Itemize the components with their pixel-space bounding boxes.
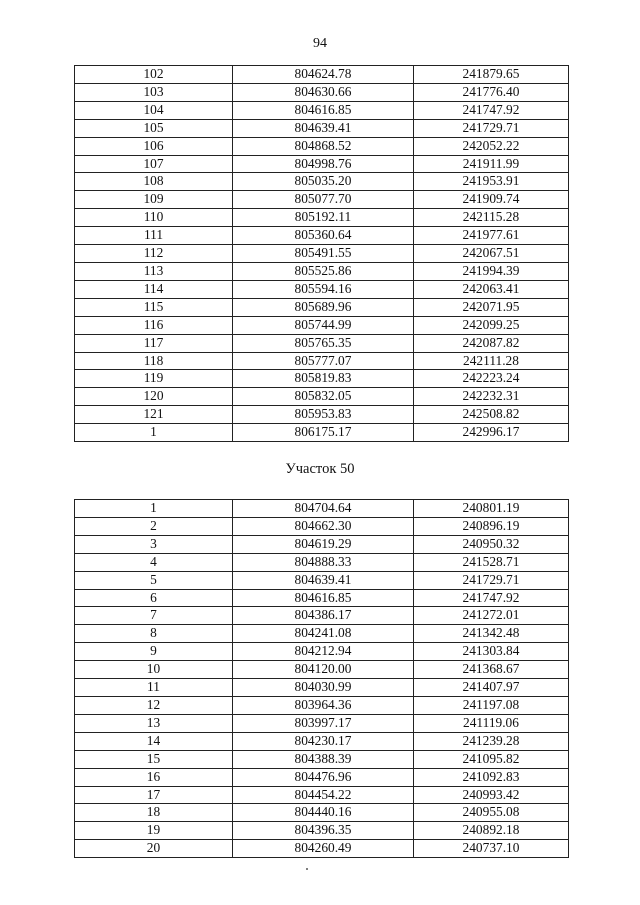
table-row (75, 388, 569, 406)
x-coordinate-cell: 805689.96 (233, 298, 414, 316)
point-number-cell: 4 (75, 553, 233, 571)
y-coordinate-cell: 241911.99 (414, 155, 569, 173)
table-row (75, 155, 569, 173)
y-coordinate-cell: 242232.31 (414, 388, 569, 406)
x-coordinate-cell: 804639.41 (233, 571, 414, 589)
x-coordinate-cell: 805594.16 (233, 280, 414, 298)
point-number-cell: 13 (75, 714, 233, 732)
x-coordinate-cell: 804639.41 (233, 119, 414, 137)
point-number-cell: 116 (75, 316, 233, 334)
y-coordinate-cell: 241342.48 (414, 625, 569, 643)
x-coordinate-cell: 803997.17 (233, 714, 414, 732)
y-coordinate-cell: 241977.61 (414, 227, 569, 245)
table-row (75, 804, 569, 822)
point-number-cell: 6 (75, 589, 233, 607)
x-coordinate-cell: 804616.85 (233, 101, 414, 119)
point-number-cell: 15 (75, 750, 233, 768)
table-row (75, 173, 569, 191)
x-coordinate-cell: 804476.96 (233, 768, 414, 786)
x-coordinate-cell: 804030.99 (233, 679, 414, 697)
table-row (75, 643, 569, 661)
x-coordinate-cell: 805525.86 (233, 262, 414, 280)
x-coordinate-cell: 805035.20 (233, 173, 414, 191)
y-coordinate-cell: 240801.19 (414, 500, 569, 518)
x-coordinate-cell: 804704.64 (233, 500, 414, 518)
x-coordinate-cell: 804888.33 (233, 553, 414, 571)
table-row (75, 732, 569, 750)
point-number-cell: 7 (75, 607, 233, 625)
x-coordinate-cell: 804396.35 (233, 822, 414, 840)
point-number-cell: 10 (75, 661, 233, 679)
point-number-cell: 114 (75, 280, 233, 298)
point-number-cell: 110 (75, 209, 233, 227)
table-row (75, 280, 569, 298)
table-row (75, 316, 569, 334)
point-number-cell: 118 (75, 352, 233, 370)
point-number-cell: 117 (75, 334, 233, 352)
point-number-cell: 102 (75, 66, 233, 84)
point-number-cell: 106 (75, 137, 233, 155)
x-coordinate-cell: 804662.30 (233, 517, 414, 535)
table-row (75, 589, 569, 607)
table-row (75, 500, 569, 518)
x-coordinate-cell: 804212.94 (233, 643, 414, 661)
point-number-cell: 108 (75, 173, 233, 191)
y-coordinate-cell: 241729.71 (414, 119, 569, 137)
point-number-cell: 5 (75, 571, 233, 589)
table-row (75, 83, 569, 101)
point-number-cell: 121 (75, 406, 233, 424)
table-row (75, 607, 569, 625)
point-number-cell: 11 (75, 679, 233, 697)
point-number-cell: 104 (75, 101, 233, 119)
x-coordinate-cell: 805777.07 (233, 352, 414, 370)
x-coordinate-cell: 804241.08 (233, 625, 414, 643)
table-row (75, 571, 569, 589)
y-coordinate-cell: 241092.83 (414, 768, 569, 786)
table-row (75, 750, 569, 768)
point-number-cell: 120 (75, 388, 233, 406)
coordinates-table-top-body (75, 66, 569, 442)
point-number-cell: 105 (75, 119, 233, 137)
table-row (75, 191, 569, 209)
table-row (75, 840, 569, 858)
point-number-cell: 113 (75, 262, 233, 280)
point-number-cell: 18 (75, 804, 233, 822)
point-number-cell: 12 (75, 696, 233, 714)
x-coordinate-cell: 804619.29 (233, 535, 414, 553)
y-coordinate-cell: 242071.95 (414, 298, 569, 316)
y-coordinate-cell: 240896.19 (414, 517, 569, 535)
x-coordinate-cell: 805491.55 (233, 245, 414, 263)
table-row (75, 352, 569, 370)
coordinates-table-bottom-body (75, 500, 569, 858)
y-coordinate-cell: 241095.82 (414, 750, 569, 768)
x-coordinate-cell: 804616.85 (233, 589, 414, 607)
table-row (75, 553, 569, 571)
y-coordinate-cell: 242508.82 (414, 406, 569, 424)
point-number-cell: 2 (75, 517, 233, 535)
x-coordinate-cell: 804868.52 (233, 137, 414, 155)
x-coordinate-cell: 804440.16 (233, 804, 414, 822)
x-coordinate-cell: 805953.83 (233, 406, 414, 424)
y-coordinate-cell: 241909.74 (414, 191, 569, 209)
point-number-cell: 19 (75, 822, 233, 840)
y-coordinate-cell: 242111.28 (414, 352, 569, 370)
x-coordinate-cell: 805360.64 (233, 227, 414, 245)
y-coordinate-cell: 242223.24 (414, 370, 569, 388)
x-coordinate-cell: 805765.35 (233, 334, 414, 352)
point-number-cell: 8 (75, 625, 233, 643)
y-coordinate-cell: 241272.01 (414, 607, 569, 625)
point-number-cell: 3 (75, 535, 233, 553)
x-coordinate-cell: 804998.76 (233, 155, 414, 173)
y-coordinate-cell: 241368.67 (414, 661, 569, 679)
scan-speck (306, 868, 308, 870)
point-number-cell: 14 (75, 732, 233, 750)
table-row (75, 406, 569, 424)
point-number-cell: 17 (75, 786, 233, 804)
y-coordinate-cell: 242115.28 (414, 209, 569, 227)
table-row (75, 370, 569, 388)
y-coordinate-cell: 241729.71 (414, 571, 569, 589)
x-coordinate-cell: 804454.22 (233, 786, 414, 804)
y-coordinate-cell: 242099.25 (414, 316, 569, 334)
point-number-cell: 111 (75, 227, 233, 245)
table-row (75, 535, 569, 553)
x-coordinate-cell: 805077.70 (233, 191, 414, 209)
y-coordinate-cell: 241119.06 (414, 714, 569, 732)
table-row (75, 262, 569, 280)
point-number-cell: 115 (75, 298, 233, 316)
table-row (75, 517, 569, 535)
y-coordinate-cell: 241747.92 (414, 589, 569, 607)
y-coordinate-cell: 240993.42 (414, 786, 569, 804)
point-number-cell: 1 (75, 424, 233, 442)
x-coordinate-cell: 805832.05 (233, 388, 414, 406)
x-coordinate-cell: 804120.00 (233, 661, 414, 679)
point-number-cell: 103 (75, 83, 233, 101)
table-row (75, 101, 569, 119)
table-row (75, 119, 569, 137)
x-coordinate-cell: 804624.78 (233, 66, 414, 84)
x-coordinate-cell: 804230.17 (233, 732, 414, 750)
page-number: 94 (313, 36, 327, 51)
table-row (75, 298, 569, 316)
y-coordinate-cell: 240955.08 (414, 804, 569, 822)
point-number-cell: 119 (75, 370, 233, 388)
y-coordinate-cell: 241407.97 (414, 679, 569, 697)
y-coordinate-cell: 242052.22 (414, 137, 569, 155)
y-coordinate-cell: 241776.40 (414, 83, 569, 101)
y-coordinate-cell: 241879.65 (414, 66, 569, 84)
y-coordinate-cell: 240737.10 (414, 840, 569, 858)
y-coordinate-cell: 240892.18 (414, 822, 569, 840)
table-row (75, 625, 569, 643)
table-row (75, 661, 569, 679)
point-number-cell: 107 (75, 155, 233, 173)
x-coordinate-cell: 806175.17 (233, 424, 414, 442)
table-row (75, 714, 569, 732)
coordinates-table-top (74, 65, 569, 442)
table-row (75, 66, 569, 84)
x-coordinate-cell: 804386.17 (233, 607, 414, 625)
point-number-cell: 9 (75, 643, 233, 661)
point-number-cell: 16 (75, 768, 233, 786)
table-row (75, 696, 569, 714)
point-number-cell: 1 (75, 500, 233, 518)
table-row (75, 245, 569, 263)
table-row (75, 786, 569, 804)
y-coordinate-cell: 241528.71 (414, 553, 569, 571)
x-coordinate-cell: 805819.83 (233, 370, 414, 388)
y-coordinate-cell: 240950.32 (414, 535, 569, 553)
x-coordinate-cell: 805192.11 (233, 209, 414, 227)
y-coordinate-cell: 242087.82 (414, 334, 569, 352)
point-number-cell: 109 (75, 191, 233, 209)
y-coordinate-cell: 242067.51 (414, 245, 569, 263)
coordinates-table-bottom (74, 499, 569, 858)
point-number-cell: 112 (75, 245, 233, 263)
table-row (75, 768, 569, 786)
y-coordinate-cell: 241953.91 (414, 173, 569, 191)
y-coordinate-cell: 241747.92 (414, 101, 569, 119)
y-coordinate-cell: 242996.17 (414, 424, 569, 442)
y-coordinate-cell: 241303.84 (414, 643, 569, 661)
table-row (75, 209, 569, 227)
table-row (75, 424, 569, 442)
x-coordinate-cell: 803964.36 (233, 696, 414, 714)
point-number-cell: 20 (75, 840, 233, 858)
x-coordinate-cell: 804260.49 (233, 840, 414, 858)
table-row (75, 679, 569, 697)
table-row (75, 334, 569, 352)
table-row (75, 822, 569, 840)
y-coordinate-cell: 241197.08 (414, 696, 569, 714)
x-coordinate-cell: 805744.99 (233, 316, 414, 334)
section-title: Участок 50 (285, 461, 355, 477)
table-row (75, 227, 569, 245)
y-coordinate-cell: 241994.39 (414, 262, 569, 280)
y-coordinate-cell: 242063.41 (414, 280, 569, 298)
table-row (75, 137, 569, 155)
x-coordinate-cell: 804388.39 (233, 750, 414, 768)
y-coordinate-cell: 241239.28 (414, 732, 569, 750)
x-coordinate-cell: 804630.66 (233, 83, 414, 101)
